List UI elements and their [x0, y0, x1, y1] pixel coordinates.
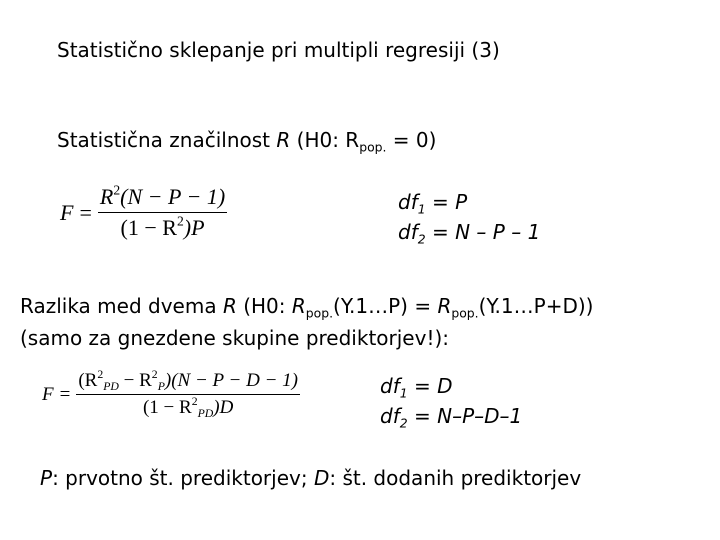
formula2-denominator: $(1 - R^2_{PD})D$ [142, 394, 234, 421]
df1-line-2: $df_1 = D$ [380, 374, 453, 401]
footnote: P: prvotno št. prediktorjev; D: št. dodanih prediktorjev [40, 466, 582, 490]
df2-line-2: $df_2 = N-P-D-1$ [380, 404, 523, 431]
f-formula-2 [42, 367, 300, 421]
f-formula-1 [60, 184, 227, 241]
formula1-fraction [98, 184, 227, 241]
df1-line-1: $df_1 = P$ [398, 190, 468, 217]
heading-r: R [276, 128, 291, 152]
heading-sub: pop. [359, 139, 387, 155]
formula2-fraction [76, 367, 300, 421]
formula2-f: F [42, 383, 54, 405]
heading-suffix: = 0) [386, 128, 437, 152]
slide-title: Statistično sklepanje pri multipli regresiji (3) [57, 38, 500, 62]
nested-note: (samo za gnezdene skupine prediktorjev!): [20, 326, 450, 350]
df2-line-1: $df_2 = N - P - 1$ [398, 220, 541, 247]
difference-heading: Razlika med dvema R (H0: $R_{pop.}(Y.1\dots P)$ = $R_{pop.}(Y.1\dots P+D)$) [20, 294, 594, 321]
formula1-numerator: $R^2(N - P - 1)$ [98, 184, 227, 213]
formula1-denominator: $(1 - R^2)P$ [120, 213, 205, 240]
heading-prefix: Statistična značilnost [57, 128, 277, 152]
formula2-numerator: $(R^2_{PD} - R^2_P)(N - P - D - 1)$ [78, 367, 298, 394]
formula1-eq: = [79, 199, 92, 225]
formula1-f: F [60, 199, 74, 225]
heading-mid: (H0: R [290, 128, 360, 152]
formula2-eq: = [59, 383, 71, 405]
significance-heading [57, 128, 437, 155]
